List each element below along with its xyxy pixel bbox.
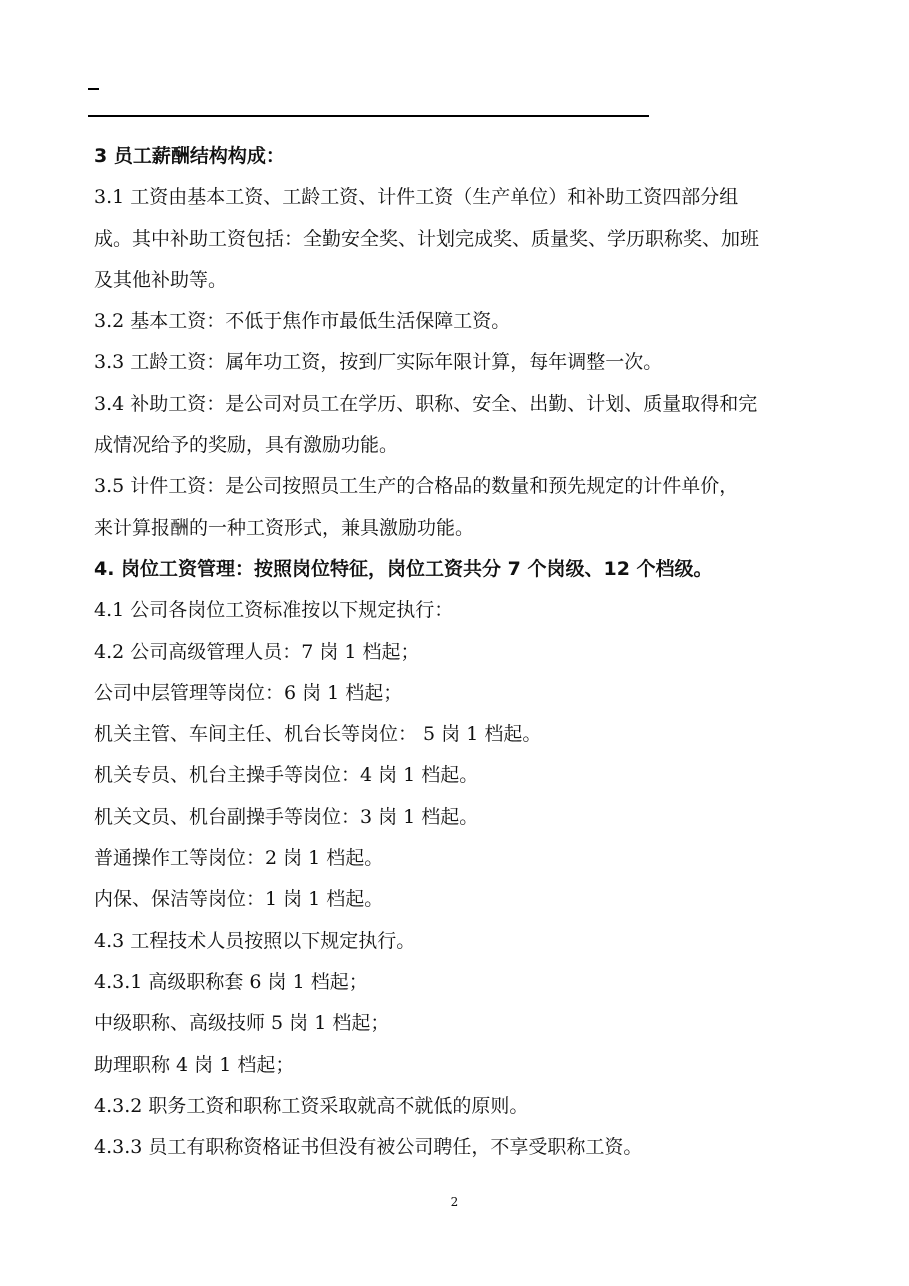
section-heading-3: 3 员工薪酬结构构成： xyxy=(94,145,285,167)
paragraph-line: 机关主管、车间主任、机台长等岗位： 5 岗 1 档起。 xyxy=(94,723,542,746)
paragraph-line: 4.3.3 员工有职称资格证书但没有被公司聘任，不享受职称工资。 xyxy=(94,1136,643,1159)
header-mark xyxy=(88,88,99,90)
page-number: 2 xyxy=(450,1195,459,1209)
paragraph-line: 4.1 公司各岗位工资标准按以下规定执行： xyxy=(94,599,454,622)
header-rule xyxy=(88,115,649,117)
paragraph-line: 4.3 工程技术人员按照以下规定执行。 xyxy=(94,929,416,952)
paragraph-line: 内保、保洁等岗位：1 岗 1 档起。 xyxy=(94,888,384,911)
paragraph-line: 助理职称 4 岗 1 档起； xyxy=(94,1053,295,1076)
paragraph-line: 机关文员、机台副操手等岗位：3 岗 1 档起。 xyxy=(94,805,479,828)
paragraph-line: 成。其中补助工资包括：全勤安全奖、计划完成奖、质量奖、学历职称奖、加班 xyxy=(94,227,760,250)
section-heading-4: 4. 岗位工资管理：按照岗位特征，岗位工资共分 7 个岗级、12 个档级。 xyxy=(94,557,713,580)
paragraph-line: 4.2 公司高级管理人员：7 岗 1 档起； xyxy=(94,640,420,663)
paragraph-line: 3.4 补助工资：是公司对员工在学历、职称、安全、出勤、计划、质量取得和完 xyxy=(94,392,758,415)
paragraph-line: 公司中层管理等岗位：6 岗 1 档起； xyxy=(94,681,403,704)
paragraph-line: 机关专员、机台主操手等岗位：4 岗 1 档起。 xyxy=(94,764,479,787)
paragraph-line: 成情况给予的奖励，具有激励功能。 xyxy=(94,434,399,457)
paragraph-line: 4.3.2 职务工资和职称工资采取就高不就低的原则。 xyxy=(94,1094,529,1117)
paragraph-line: 普通操作工等岗位：2 岗 1 档起。 xyxy=(94,847,384,870)
paragraph-line: 来计算报酬的一种工资形式，兼具激励功能。 xyxy=(94,516,475,539)
paragraph-line: 4.3.1 高级职称套 6 岗 1 档起； xyxy=(94,970,368,993)
paragraph-line: 3.1 工资由基本工资、工龄工资、计件工资（生产单位）和补助工资四部分组 xyxy=(94,186,739,209)
paragraph-line: 3.5 计件工资：是公司按照员工生产的合格品的数量和预先规定的计件单价， xyxy=(94,475,739,498)
paragraph-line: 3.3 工龄工资：属年功工资，按到厂实际年限计算，每年调整一次。 xyxy=(94,351,663,374)
paragraph-line: 及其他补助等。 xyxy=(94,268,228,291)
paragraph-line: 中级职称、高级技师 5 岗 1 档起； xyxy=(94,1012,390,1035)
paragraph-line: 3.2 基本工资：不低于焦作市最低生活保障工资。 xyxy=(94,310,511,333)
document-body xyxy=(94,136,839,1168)
